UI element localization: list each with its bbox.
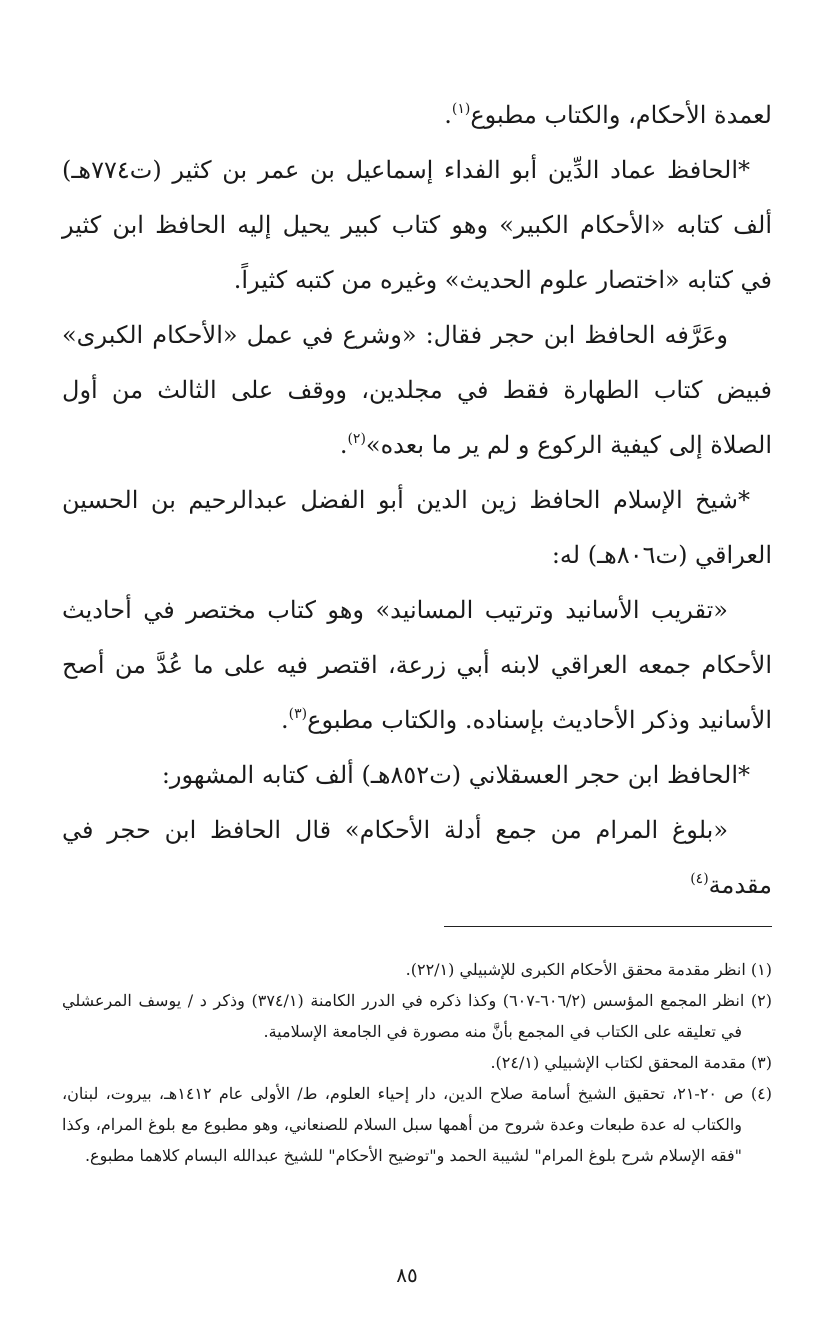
footnote-ref-3[interactable]: (٣)	[288, 706, 308, 722]
footnote-ref-2[interactable]: (٢)	[347, 431, 366, 447]
paragraph-4: *شيخ الإسلام الحافظ زين الدين أبو الفضل عبدالرحيم بن الحسين العراقي (ت٨٠٦هـ) له:	[62, 486, 772, 569]
page-number: ٨٥	[396, 1263, 418, 1287]
footnote-ref-1[interactable]: (١)	[451, 101, 471, 117]
page	[62, 88, 773, 1165]
paragraph-5: «تقريب الأسانيد وترتيب المسانيد» وهو كتاب مختصر في أحاديث الأحكام جمعه العراقي لابنه أبي زرعة، اقتصر فيه على ما عُدَّ من أصح الأسانيد وذكر الأحاديث بإسناده. والكتاب مطبوع$^{(٣)}$.	[62, 596, 772, 734]
main-text	[62, 88, 772, 913]
footnotes	[62, 954, 772, 1171]
paragraph-6: *الحافظ ابن حجر العسقلاني (ت٨٥٢هـ) ألف كتابه المشهور:	[161, 761, 750, 789]
footnote-1: (١) انظر مقدمة محقق الأحكام الكبرى للإشبيلي (٢٢/١).	[405, 960, 772, 979]
footnote-ref-4[interactable]: (٤)	[690, 871, 709, 887]
paragraph-3: وعَرَّفه الحافظ ابن حجر فقال: «وشرع في عمل «الأحكام الكبرى» فبيض كتاب الطهارة فقط في مجلدين، ووقف على الثالث من أول الصلاة إلى كيفية الركوع و لم ير ما بعده»$^{(٢)}$.	[62, 321, 772, 459]
footnote-2: (٢) انظر المجمع المؤسس (٦٠٦/٢-٦٠٧) وكذا ذكره في الدرر الكامنة (٣٧٤/١) وذكر د / يوسف المرعشلي في تعليقه على الكتاب في المجمع بأنَّ منه مصورة في الجامعة الإسلامية.	[62, 991, 773, 1041]
paragraph-1: لعمدة الأحكام، والكتاب مطبوع$^{(١)}$.	[444, 101, 772, 129]
paragraph-7: «بلوغ المرام من جمع أدلة الأحكام» قال الحافظ ابن حجر في مقدمة$^{(٤)}$	[62, 816, 772, 899]
paragraph-2: *الحافظ عماد الدِّين أبو الفداء إسماعيل بن عمر بن كثير (ت٧٧٤هـ) ألف كتابه «الأحكام الكبير» وهو كتاب كبير يحيل إليه الحافظ ابن كثير في كتابه «اختصار علوم الحديث» وغيره من كتبه كثيراً.	[62, 156, 772, 294]
footnote-3: (٣) مقدمة المحقق لكتاب الإشبيلي (٢٤/١).	[490, 1053, 772, 1072]
footnote-4: (٤) ص ٢٠-٢١، تحقيق الشيخ أسامة صلاح الدين، دار إحياء العلوم، ط/ الأولى عام ١٤١٢هـ، بيروت، لبنان، والكتاب له عدة طبعات وعدة شروح من أهمها سبل السلام للصنعاني، وهو مطبوع مع بلوغ المرام، وكذا "فقه الإسلام شرح بلوغ المرام" لشيبة الحمد و"توضيح الأحكام" للشيخ عبدالله البسام كلاهما مطبوع.	[62, 1084, 772, 1165]
footnote-divider	[444, 926, 772, 927]
